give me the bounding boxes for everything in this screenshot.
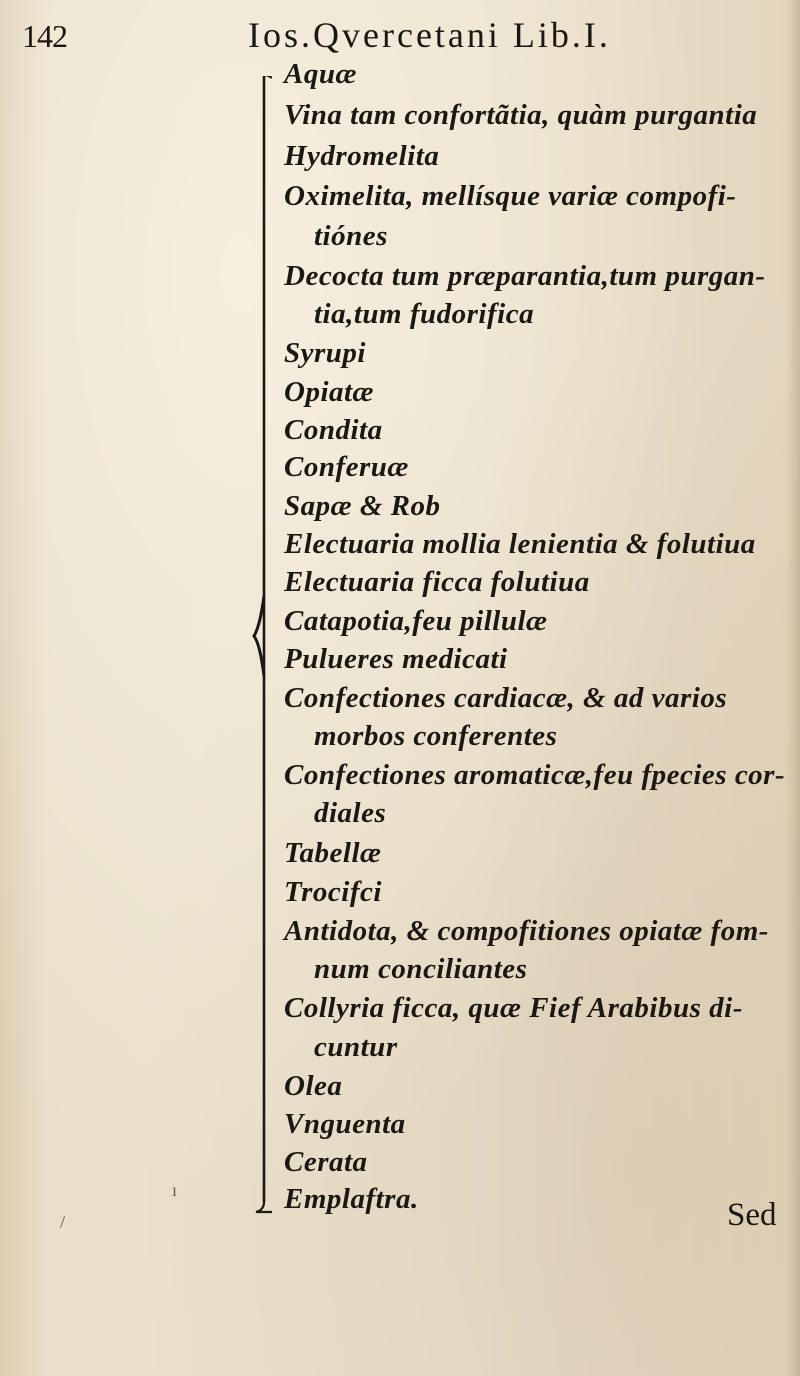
list-item: Olea xyxy=(284,1070,343,1102)
list-item: Aquæ xyxy=(284,58,357,90)
list-item: Sapæ & Rob xyxy=(284,490,441,522)
list-item: Decocta tum præparantia,tum purgan- xyxy=(284,260,766,292)
list-item: Cerata xyxy=(284,1146,368,1178)
running-head: Ios.Qvercetani Lib.I. xyxy=(248,15,611,55)
margin-mark: ı xyxy=(172,1180,178,1200)
list-item: Trocifci xyxy=(284,876,382,908)
list-item-continuation: diales xyxy=(314,797,387,829)
list-item: Confectiones aromaticæ,feu fpecies cor- xyxy=(284,759,786,791)
list-item: Conferuæ xyxy=(284,451,409,483)
list-item: Confectiones cardiacæ, & ad varios xyxy=(284,682,728,714)
list-item: Antidota, & compofitiones opiatæ fom- xyxy=(284,915,769,947)
catchword: Sed xyxy=(727,1197,777,1233)
list-item: Catapotia,feu pillulæ xyxy=(284,605,548,637)
page-number: 142 xyxy=(22,18,67,54)
left-brace xyxy=(252,76,272,1214)
list-item: Electuaria ficca folutiua xyxy=(284,566,590,598)
list-item: Condita xyxy=(284,414,383,446)
list-item: Tabellæ xyxy=(284,837,382,869)
list-item: Electuaria mollia lenientia & folutiua xyxy=(284,528,756,560)
list-item-continuation: cuntur xyxy=(314,1031,398,1063)
list-item: Vina tam confortãtia, quàm purgantia xyxy=(284,99,758,131)
list-item: Emplaftra. xyxy=(284,1183,419,1215)
list-item-continuation: tia,tum fudorifica xyxy=(314,298,535,330)
list-item: Collyria ficca, quæ Fief Arabibus di- xyxy=(284,992,743,1024)
list-item-continuation: tiónes xyxy=(314,220,388,252)
list-item-continuation: num conciliantes xyxy=(314,953,528,985)
list-item: Pulueres medicati xyxy=(284,643,508,675)
list-item: Opiatæ xyxy=(284,376,374,408)
list-item: Hydromelita xyxy=(284,140,440,172)
page-edge-shadow xyxy=(786,0,800,1376)
margin-mark: / xyxy=(60,1212,66,1232)
list-item-continuation: morbos conferentes xyxy=(314,720,558,752)
list-item: Oximelita, mellísque variæ compofi- xyxy=(284,180,737,212)
list-item: Vnguenta xyxy=(284,1108,406,1140)
list-item: Syrupi xyxy=(284,337,366,369)
